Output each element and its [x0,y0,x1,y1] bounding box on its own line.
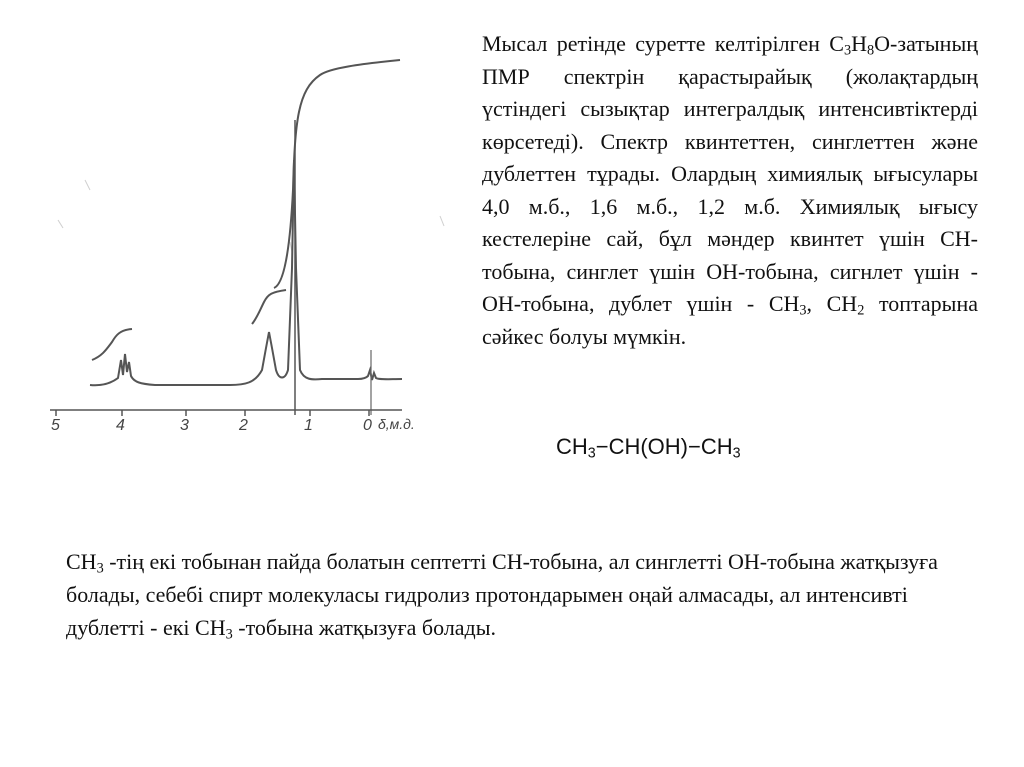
explanation-sub-1: 3 [96,560,104,577]
description-text-4: топтарына сәйкес болуы мүмкін. [482,291,979,349]
nmr-spectrum-figure [30,30,460,440]
explanation-text-3: -тобына жатқызуға болады. [232,615,497,640]
x-tick-4: 4 [116,417,125,434]
explanation-sub-2: 3 [225,626,233,643]
x-tick-5: 5 [51,417,60,434]
formula-sub-a: 3 [587,445,596,462]
structural-formula [556,434,741,460]
description-text-2: O-затының ПМР спектрін қарастырайық (жолақтардың үстіндегі сызықтар интегралдық интенсивтіктерді көрсетеді). Спектр квинтеттен, синглеттен және дублеттен тұрады. Олардың химиялық ығысулары 4,0 м.б., 1,6 м.б., 1,2 м.б. Химиялық ығысу кестелеріне сай, бұл мәндер квинтет үшін CH-тобына, синглет үшін OH-тобына, сигнлет үшін - OH-тобына, дублет үшін - CH [482,31,978,316]
explanation-text-2: -тің екі тобынан пайда болатын септетті CH-тобына, ал синглетті OH-тобына жатқызуға болады, себебі спирт молекуласы гидролиз протондарымен оңай алмасады, ал интенсивті дублетті - екі CH [66,549,938,640]
x-axis-unit: δ,м.д. [378,416,415,432]
x-tick-0: 0 [363,417,372,434]
description-sub-ch2: 2 [857,302,865,319]
description-text-h: H [851,31,868,56]
formula-part-a: CH [556,434,588,459]
scan-noise [58,180,444,252]
formula-sub-b: 3 [732,445,741,462]
integral-curve-singlet [252,290,286,324]
spectrum-trace [90,160,402,385]
description-paragraph [482,28,978,353]
description-sub-8: 8 [867,42,875,59]
formula-part-b: −CH(OH)−CH [595,434,733,459]
description-text-3: , CH [806,291,858,316]
description-text-1: Мысал ретінде суретте келтірілген C [482,31,844,56]
description-sub-3: 3 [843,42,852,59]
x-tick-1: 1 [304,417,313,434]
x-tick-2: 2 [239,417,248,434]
x-axis-ticks [56,410,369,416]
description-sub-ch3: 3 [799,302,807,319]
x-tick-3: 3 [180,417,189,434]
explanation-text-1: CH [66,549,97,574]
explanation-paragraph [66,545,976,644]
nmr-spectrum-svg [30,30,460,440]
